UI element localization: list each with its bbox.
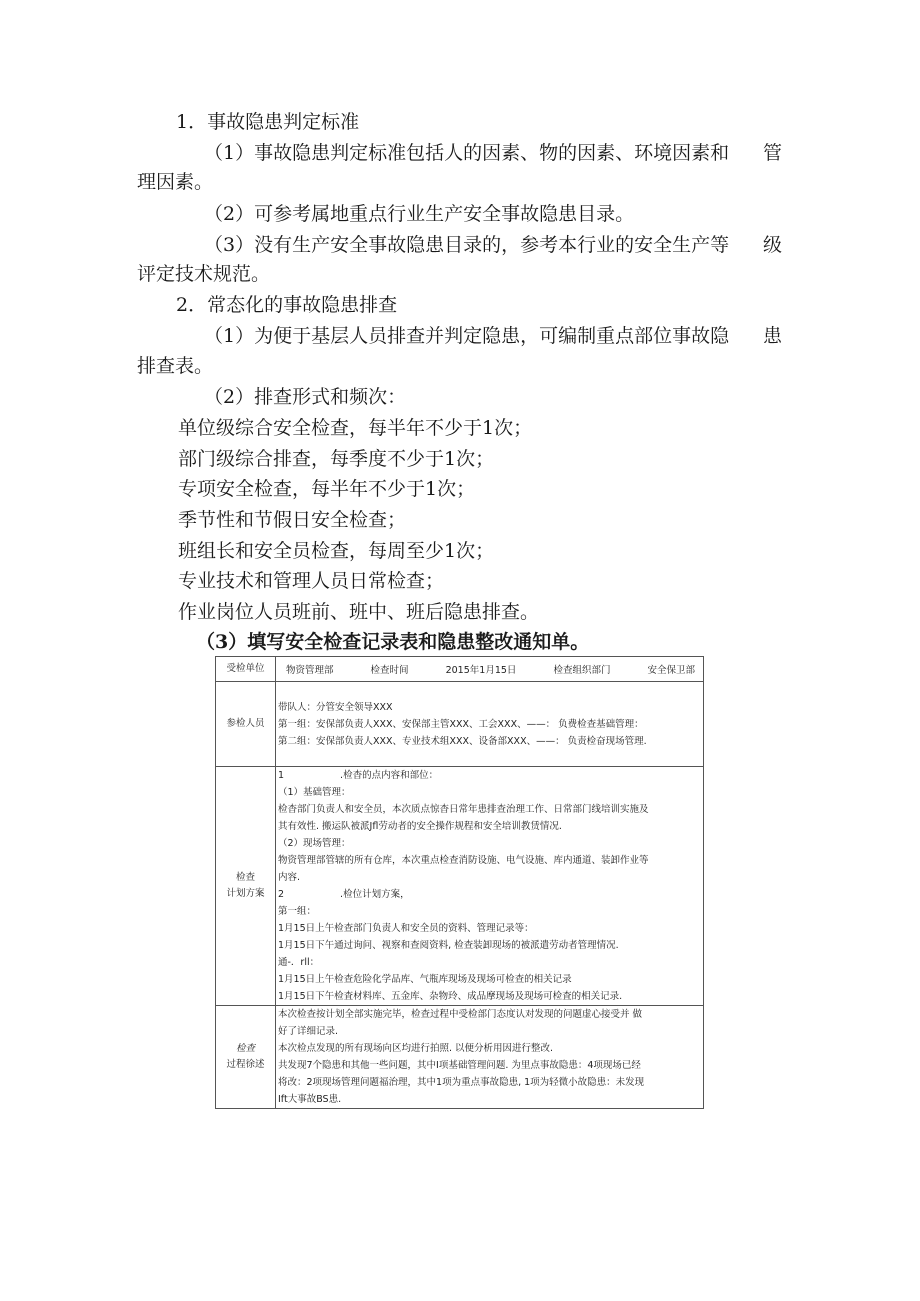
- plan-line: 内容.: [278, 872, 301, 883]
- freq-item: 班组长和安全员检查，每周至少1次；: [178, 540, 495, 562]
- plan-line: 物资管理部管辖的所有仓库，本次重点检查消防设施、电气设施、库内通道、装卸作业等: [278, 855, 649, 866]
- plan-body: [276, 767, 704, 1006]
- plan-label: [216, 767, 276, 1006]
- unit-value: 物资管理部: [286, 665, 334, 676]
- plan-item-1-text: .检杳的点内容和部位：: [340, 770, 439, 781]
- participants-label: 参检人员: [216, 682, 276, 767]
- freq-item: 单位级综合安全检查，每半年不少于1次；: [178, 417, 533, 439]
- plan-item-2-number: 2: [278, 889, 285, 900]
- paragraph-2: （2）可参考属地重点行业生产安全事故隐患目录。: [204, 203, 635, 225]
- time-label: 检查时间: [370, 665, 409, 676]
- process-label-line-1: 检查: [235, 1043, 255, 1054]
- process-line: 本次检查按计划全部实施完毕，检查过程中受检部门态度认对发现的问题虚心接受并 做: [278, 1009, 643, 1020]
- plan-row: [216, 767, 704, 1006]
- paragraph-1-line-2: 理因素。: [137, 171, 214, 193]
- plan-line: 1月15日上午检查危险化学品库、气瓶库现场及现场可检查的相关记录: [278, 974, 572, 985]
- plan-line: （1）基础管理：: [278, 787, 351, 798]
- plan-line: 1月15日下午检査材料库、五金库、杂物玲、成品摩现场及现场可检査的相关记录.: [278, 991, 623, 1002]
- paragraph-1-line-1: [204, 139, 782, 167]
- paragraph-4-line-2: 排查表。: [137, 355, 214, 377]
- process-line: Ift大事故BS患.: [278, 1094, 342, 1105]
- participants-line: 带队人：分管安全领导XXX: [278, 701, 393, 713]
- participants-row: [216, 682, 704, 767]
- p4-tail: 患: [762, 325, 782, 347]
- heading-hazard-criteria: 1．事故隐患判定标准: [176, 111, 360, 133]
- paragraph-3-line-1: [204, 231, 782, 259]
- process-row: [216, 1006, 704, 1109]
- process-line: 本次检点发现的所有现场向区均进行拍照. 以便分析用因进行整改.: [278, 1043, 554, 1054]
- time-value: 2015年1月15日: [445, 665, 517, 676]
- process-label: [216, 1006, 276, 1109]
- freq-item: 部门级综合排查，每季度不少于1次；: [178, 448, 495, 470]
- plan-line: （2）现场管理：: [278, 838, 351, 849]
- plan-item-2: [278, 886, 701, 903]
- participants-line: 第二组：安保部负责人XXX、专业技术组XXX、设备部XXX、——： 负责检奋现场管理.: [278, 735, 647, 747]
- plan-line: 1月15日上午检查部门负责人和安全员的资料、管理记录等：: [278, 923, 534, 934]
- freq-item: 专项安全检查，每半年不少于1次；: [178, 478, 476, 500]
- freq-item: 季节性和节假日安全检查；: [178, 509, 407, 531]
- table-header-row: [216, 657, 704, 682]
- paragraph-5: （2）排查形式和频次：: [204, 386, 407, 408]
- p1-tail: 管: [762, 142, 782, 164]
- process-body: [276, 1006, 704, 1109]
- p3-text: （3）没有生产安全事故隐患目录的，参考本行业的安全生产等: [204, 234, 730, 256]
- p4-text: （1）为便于基层人员排查并判定隐患，可编制重点部位事故隐: [204, 325, 730, 347]
- process-line: 好了详细记录.: [278, 1026, 339, 1037]
- p3-tail: 级: [762, 234, 782, 256]
- paragraph-3-line-2: 评定技术规范。: [137, 263, 271, 285]
- plan-item-1-number: 1: [278, 770, 285, 781]
- participants-body: [276, 682, 704, 767]
- org-label: 检查组织部门: [553, 665, 611, 676]
- plan-line: 1月15日下午通过询问、视察和查阅资料, 检查装卸现场的被派遣劳动者管理情况.: [278, 940, 619, 951]
- inspection-record-table: [215, 656, 704, 1109]
- heading-routine-inspection: 2．常态化的事故隐患排查: [176, 294, 398, 316]
- plan-label-line-1: 检查: [235, 872, 255, 883]
- participants-line: 第一组：安保部负责人XXX、安保部主管XXX、工会XXX、——： 负费检查基础管理：: [278, 718, 644, 730]
- freq-item: 作业岗位人员班前、班中、班后隐患排查。: [178, 601, 540, 623]
- plan-label-line-2: 计划方案: [226, 888, 265, 899]
- plan-line: 其有效性. 搬运队被派Jfl劳动者的安全操作规程和安全培训教赁情况.: [278, 821, 562, 832]
- paragraph-6: （3）填写安全检查记录表和隐患整改通知单。: [196, 631, 590, 653]
- plan-line: 通-．rll：: [278, 957, 320, 968]
- org-value: 安全保卫部: [647, 665, 695, 676]
- freq-item: 专业技术和管理人员日常检查；: [178, 570, 445, 592]
- plan-item-2-text: .检位计划方案，: [340, 889, 410, 900]
- plan-item-1: [278, 767, 701, 784]
- plan-line: 检杳部门负责人和安全员，本次质点惊杳日常年患排查治理工作、日常部门线培训实施及: [278, 804, 649, 815]
- process-line: 共发现7个隐患和其他一些问题，其中I项基础管理问题. 为里点事故隐患：4项现场已经: [278, 1060, 641, 1071]
- process-label-line-2: 过程徐述: [226, 1059, 265, 1070]
- header-info: [276, 657, 704, 682]
- process-line: 将改：2项现场管理问题福治理，其中1项为重点事故隐患, 1项为轻微小故隐患：未发现: [278, 1077, 645, 1088]
- unit-label: 受检单位: [216, 657, 276, 682]
- plan-line: 第一组：: [278, 906, 317, 917]
- p1-text: （1）事故隐患判定标准包括人的因素、物的因素、环境因素和: [204, 142, 730, 164]
- paragraph-4-line-1: [204, 322, 782, 350]
